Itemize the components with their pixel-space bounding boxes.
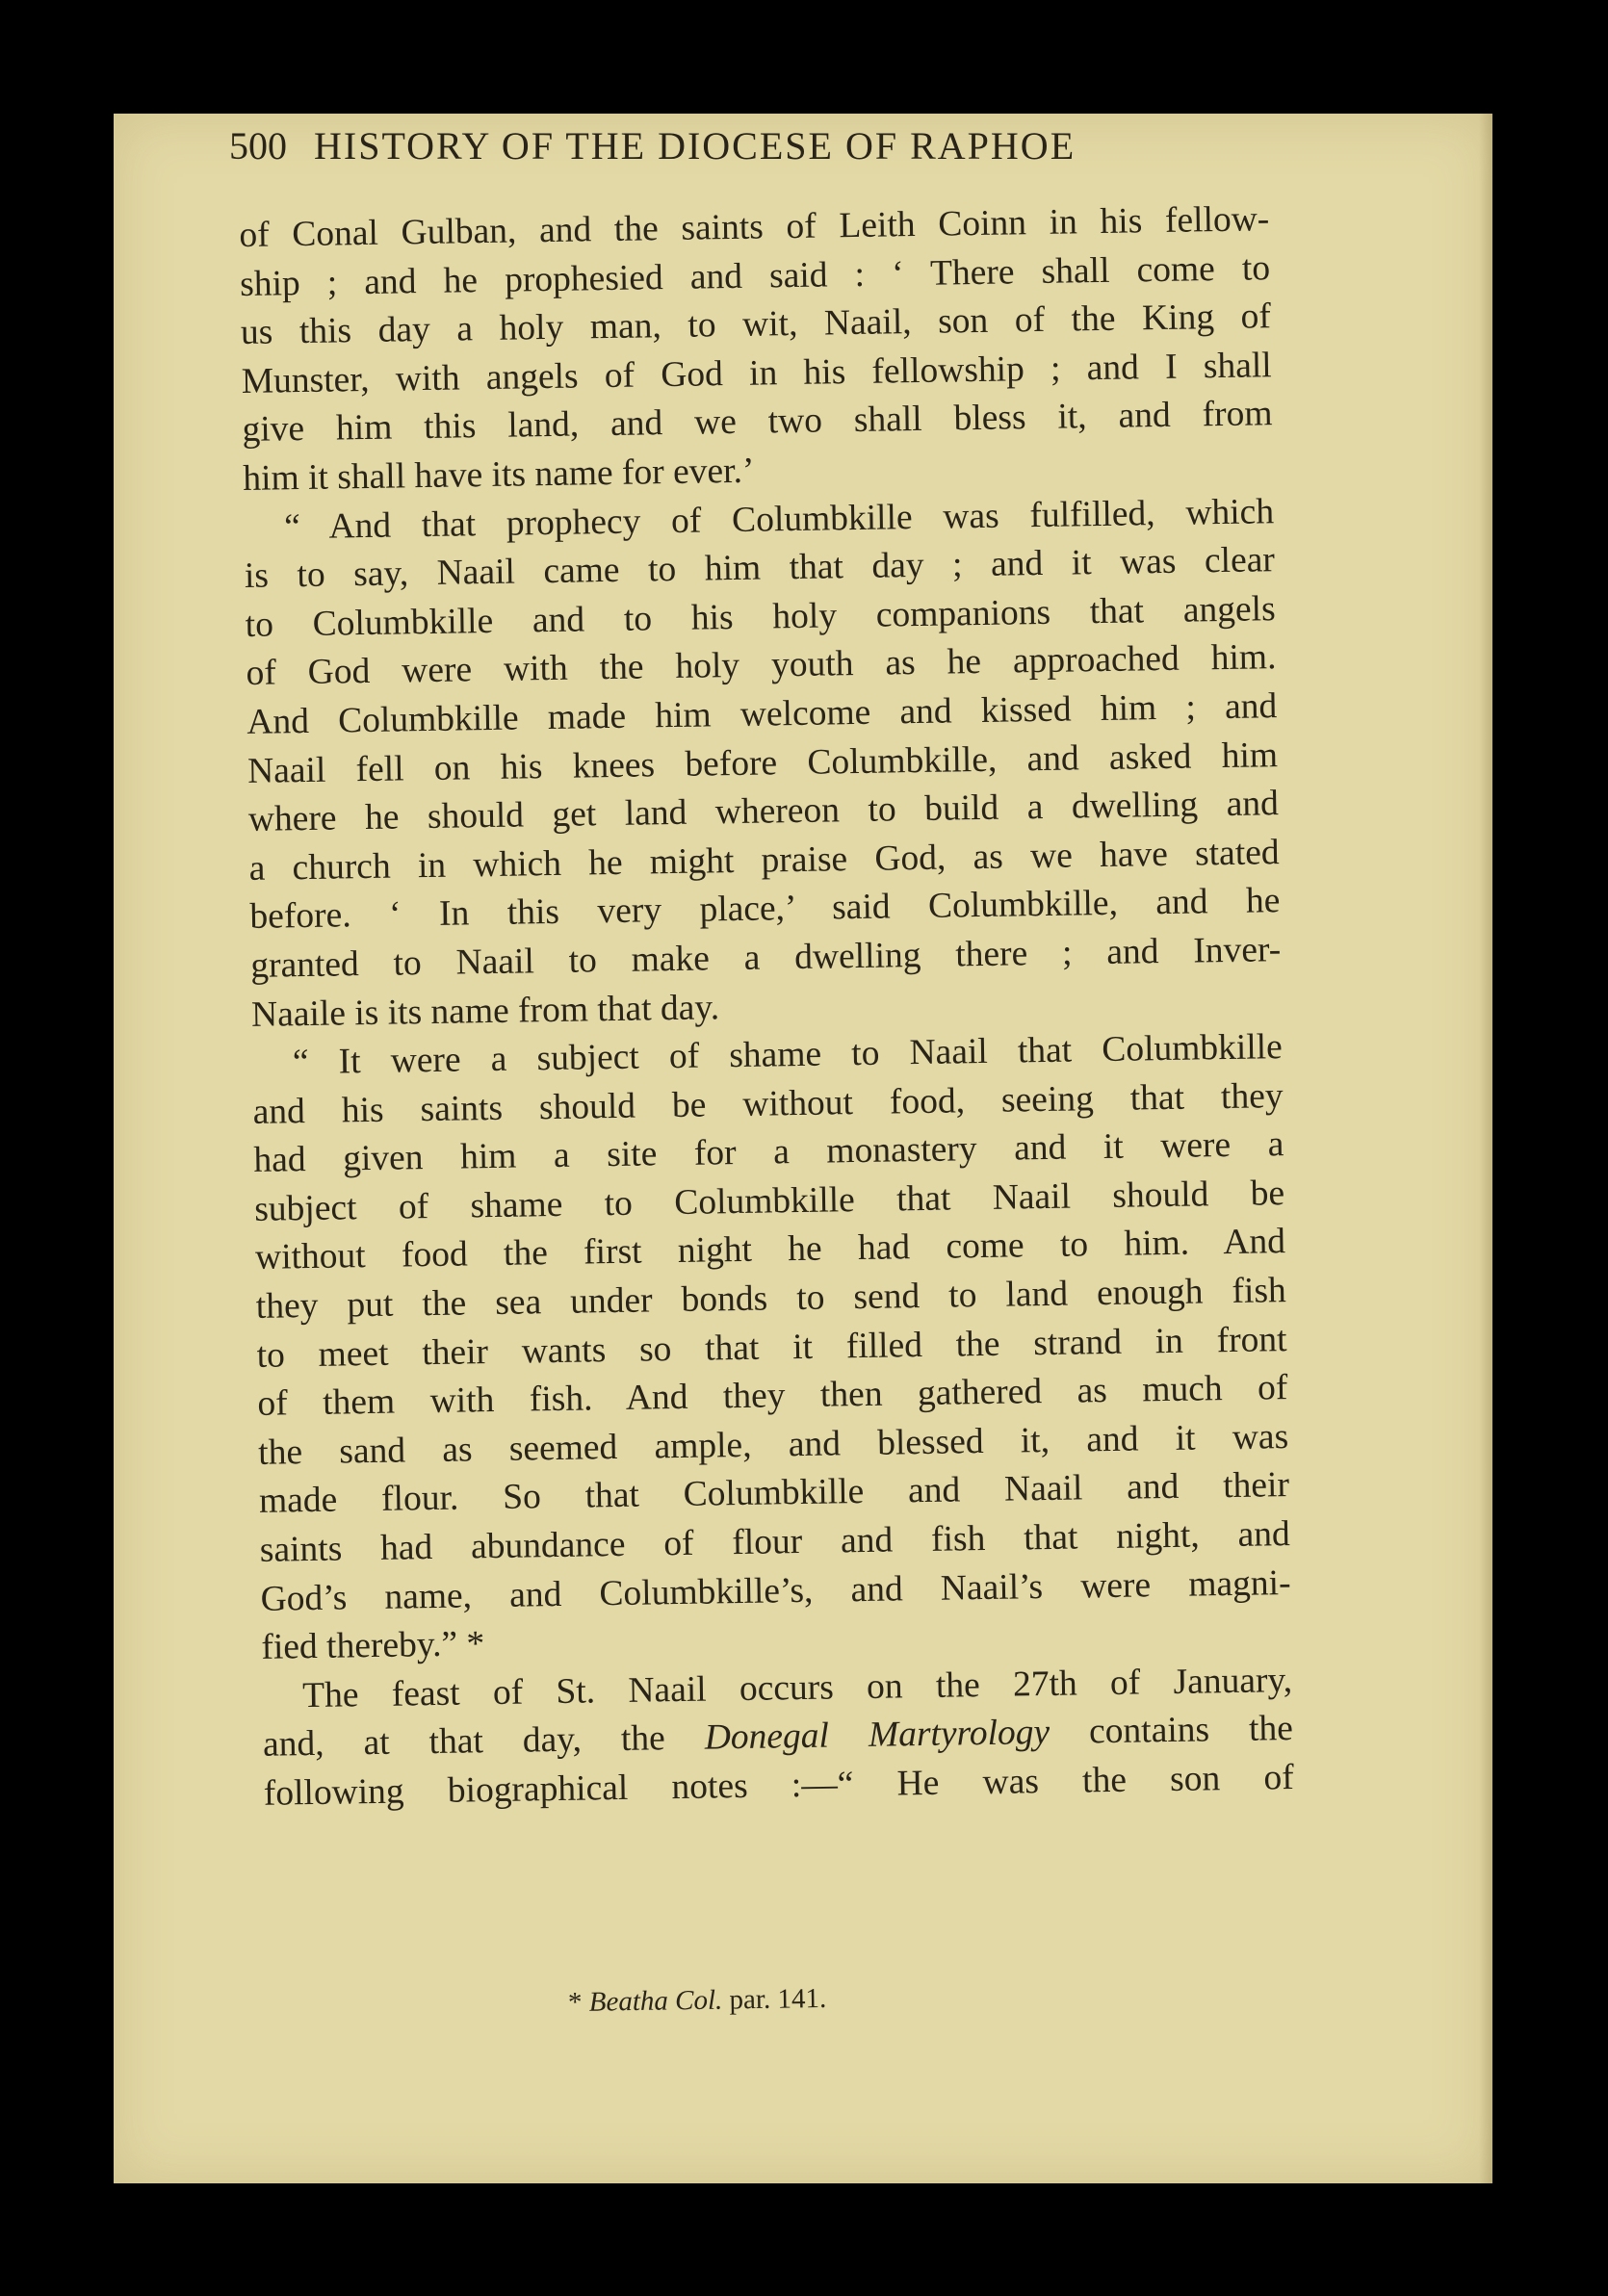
text-line: And Columbkille made him welcome and kissed him ; and xyxy=(246,686,1278,742)
text-line: saints had abundance of flour and fish that night, and xyxy=(259,1514,1291,1570)
body-text xyxy=(239,195,1294,1819)
text-line: of God were with the holy youth as he approached him. xyxy=(246,637,1277,694)
text-line: subject of shame to Columbkille that Naail should be xyxy=(253,1173,1285,1229)
text-line: a church in which he might praise God, as we have stated xyxy=(248,832,1280,889)
text-line: fied thereby.” * xyxy=(261,1624,485,1668)
text-line: they put the sea under bonds to send to land enough fish xyxy=(255,1271,1287,1327)
text-line: the sand as seemed ample, and blessed it, and it was xyxy=(257,1416,1289,1473)
text-line: us this day a holy man, to wit, Naail, son of the King of xyxy=(240,297,1272,353)
text-line: to meet their wants so that it filled the strand in front xyxy=(256,1319,1287,1376)
text-segment: The feast of St. Naail occurs on the 27th of January, xyxy=(301,1660,1293,1716)
text-line: ship ; and he prophesied and said : ‘ There shall come to xyxy=(239,247,1271,304)
text-line: is to say, Naail came to him that day ; and it was clear xyxy=(244,540,1276,597)
text-line: had given him a site for a monastery and it were a xyxy=(253,1124,1284,1181)
footnote xyxy=(568,1983,827,2019)
text-line: to Columbkille and to his holy companions that angels xyxy=(245,588,1276,645)
text-line: “ And that prophecy of Columbkille was fulfilled, which xyxy=(283,491,1275,547)
running-title: HISTORY OF THE DIOCESE OF RAPHOE xyxy=(314,124,1076,168)
text-line: made flour. So that Columbkille and Naail and their xyxy=(258,1465,1290,1522)
text-line: God’s name, and Columbkille’s, and Naail’s were magni- xyxy=(260,1562,1291,1619)
text-line: before. ‘ In this very place,’ said Columbkille, and he xyxy=(249,881,1281,938)
text-segment: and, at that day, the xyxy=(262,1718,706,1766)
text-line: him it shall have its name for ever.’ xyxy=(243,451,755,499)
text-line: Munster, with angels of God in his fellowship ; and I shall xyxy=(241,345,1272,401)
text-line: and his saints should be without food, seeing that they xyxy=(252,1075,1284,1132)
footnote-source: Beatha Col. xyxy=(588,1984,723,2018)
text-line: of Conal Gulban, and the saints of Leith Coinn in his fellow- xyxy=(239,199,1270,255)
text-line: give him this land, and we two shall bless it, and from xyxy=(242,394,1273,451)
footnote-marker: * xyxy=(567,1986,583,2019)
text-line: granted to Naail to make a dwelling there ; and Inver- xyxy=(249,930,1282,986)
italic-title: Donegal Martyrology xyxy=(704,1713,1050,1759)
running-head xyxy=(229,123,1192,168)
page-number: 500 xyxy=(229,124,287,168)
text-segment: contains the xyxy=(1049,1709,1294,1753)
text-line: where he should get land whereon to build a dwelling and xyxy=(247,784,1280,840)
footnote-reference: par. 141. xyxy=(729,1982,827,2016)
text-line: Naail fell on his knees before Columbkille, and asked him xyxy=(246,735,1279,791)
text-line: “ It were a subject of shame to Naail that Columbkille xyxy=(292,1027,1284,1083)
text-line: of them with fish. And they then gathered as much of xyxy=(257,1368,1288,1425)
text-line: Naaile is its name from that day. xyxy=(250,987,720,1035)
text-line: without food the first night he had come to him. And xyxy=(254,1222,1286,1278)
text-line: following biographical notes :—“ He was the son of xyxy=(263,1757,1295,1814)
